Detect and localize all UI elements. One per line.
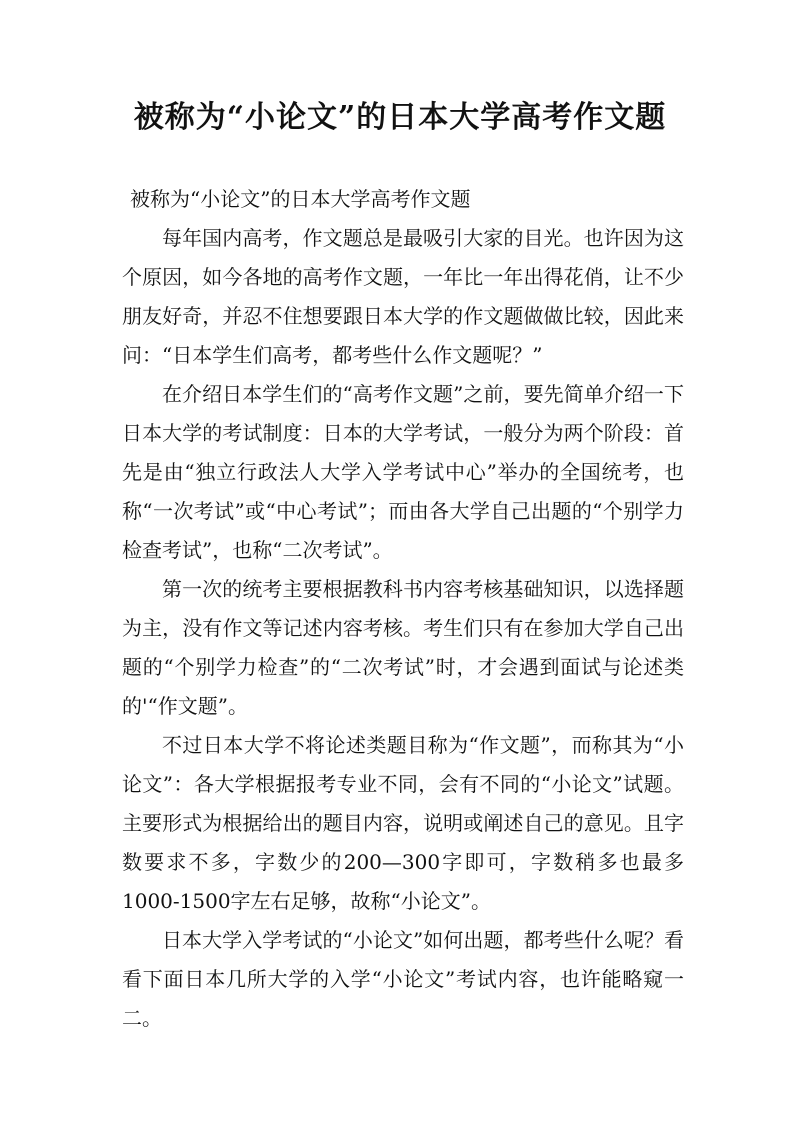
document-subtitle: 被称为“小论文”的日本大学高考作文题 [130,187,471,211]
paragraph-2: 在介绍日本学生们的“高考作文题”之前，要先简单介绍一下日本大学的考试制度：日本的大学考试，一般分为两个阶段：首先是由“独立行政法人大学入学考试中心”举办的全国统考，也称“一次考试”或“中心考试”；而由各大学自己出题的“个别学力检查考试”，也称“二次考试”。 [122,382,684,562]
document-title: 被称为“小论文”的日本大学高考作文题 [133,100,667,135]
document-body [122,180,684,1038]
paragraph-5: 日本大学入学考试的“小论文”如何出题，都考些什么呢？看看下面日本几所大学的入学“小论文”考试内容，也许能略窥一二。 [122,928,684,1030]
paragraph-3: 第一次的统考主要根据教科书内容考核基础知识，以选择题为主，没有作文等记述内容考核。考生们只有在参加大学自己出题的“个别学力检查”的“二次考试”时，才会遇到面试与论述类的'“作文题”。 [122,577,684,718]
paragraph-1: 每年国内高考，作文题总是最吸引大家的目光。也许因为这个原因，如今各地的高考作文题，一年比一年出得花俏，让不少朋友好奇，并忍不住想要跟日本大学的作文题做做比较，因此来问：“日本学生们高考，都考些什么作文题呢？” [122,226,684,367]
paragraph-4: 不过日本大学不将论述类题目称为“作文题”，而称其为“小论文”：各大学根据报考专业不同，会有不同的“小论文”试题。主要形式为根据给出的题目内容，说明或阐述自己的意见。且字数要求不多，字数少的200—300字即可，字数稍多也最多1000-1500字左右足够，故称“小论文”。 [122,733,684,913]
